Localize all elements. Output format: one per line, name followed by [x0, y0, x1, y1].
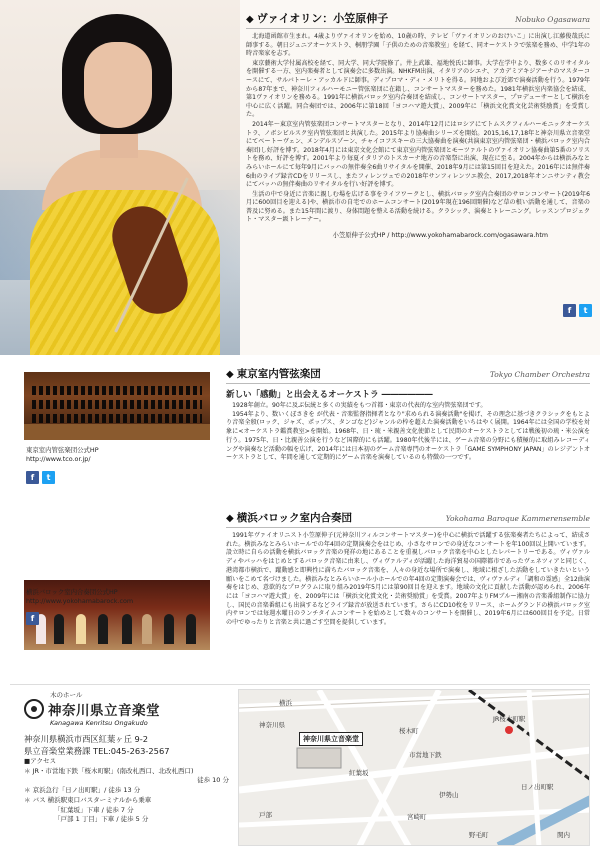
access-title: ■アクセス [24, 757, 56, 765]
section-title: ヴァイオリン：小笠原伸子 [256, 12, 389, 25]
facebook-icon[interactable]: f [26, 612, 39, 625]
map-label: 関内 [557, 831, 570, 839]
map-label: 神奈川県 [259, 721, 285, 729]
body-paragraph: 1928年創立。90年に及ぶ伝統と多くの実績をもつ首都・東京の代表的な室内管弦楽団です。 [232, 402, 487, 409]
yokohama-baroque-caption [26, 588, 133, 606]
station-icon [505, 726, 513, 734]
violinist-social [563, 304, 592, 317]
diamond-icon: ◆ [226, 513, 234, 524]
map-label: 伊勢山 [439, 791, 459, 799]
tokyo-chamber-caption [26, 446, 99, 464]
map-label: 横浜 [279, 699, 292, 707]
yokohama-baroque-section [226, 510, 590, 628]
map-label: 日ノ出町駅 [521, 783, 554, 791]
hp-url[interactable]: http://www.tco.or.jp/ [26, 455, 91, 463]
body-paragraph: 1954年より、数いくぼさきを が代表・音楽監督指揮者となり"求められる演奏活動"を掲げ、その理念に基づきクラシックをもとより音楽全般(ロック、ジャズ、ポップス、タンゴなど)ジャンルの枠を超えた演奏活動をいちはやく展開。1964年には全国の学校を対象に<オーケストラ鑑賞教室>を開始。1968年、日・琉・米親善文化使節として民間のオーケストラとしては戦後初の琉・米公演を行う。1975年、日・比親善公演を行うなど国際的にも活躍。1980年代後半には、ゲーム音楽の分野にも積極的に取組みレコーディングや演奏など活動の幅を広げ、2014年には日本初のゲーム音楽専門のオーケストラ「GAME SYMPHONY JAPAN」のレジデントオーケストラとして、年間を通して定期的にゲーム音楽を演奏しているのも特徴の一つです。 [226, 410, 590, 462]
facebook-icon[interactable]: f [563, 304, 576, 317]
map-label: 桜木町 [399, 727, 419, 735]
tokyo-social [26, 471, 55, 484]
bio-paragraph: 生活の中で身近に音楽に親しむ場を広げる事をライフワークとし、横浜バロック室内合奏団のサロンコンサート(2019年6月に600回目を迎える)や、横浜市の自宅でのホームコンサート(2019年現在196回開催)など草の根い活動を通して、音楽の普及に努める。また15年間に渡り、身体問題を整える活動を続ける。クラシック、演奏とトレーニング。レッスンプロジェクト・マスター級トレーナー。 [246, 190, 590, 224]
yokohama-header [226, 510, 590, 528]
address-line: 神奈川県横浜市西区紅葉ヶ丘 9-2 [24, 734, 149, 744]
tokyo-chamber-section [226, 366, 590, 463]
signature: Yokohama Baroque Kammerensemble [445, 514, 590, 523]
access-line: ＊ JR・市営地下鉄「桜木町駅」(南改札西口、北改札西口) [24, 766, 194, 775]
diamond-icon: ◆ [246, 14, 254, 25]
body-paragraph: 1991年ヴァイオリニスト小笠原伸子(元神奈川フィルコンサートマスター)を中心に横浜で活躍する弦楽奏者たちによって、結成された。横浜みなとみらいホールでの年4回の定期演奏会をはじめ、小さなサロンでの身近なコンサートを年100回以上開いています。設立時に自らの活動を横浜バロック音楽の発祥の地にあることを重視しバロック音楽を中心としたレパートリーである。ヴィヴァルディやバッハをはじめとするバロック音楽に由来し、ヴィヴァルディが活躍した海洋貿易の国際都市であったヴェネツィアと同じく、港湾都市横浜で、躍動感と即興性に満ちたバロック音楽を、人々の身近な場所で演奏し、地域に根ざした活動をしていきたいという願いをこめて名づけました。横浜みなとみらいホール小ホールでの年4回の定期演奏会では、ヴィヴァルディ「調和の霊感」全12曲演奏をはじめ、意欲的なプログラムに取り組み2019年5月には第90回目を迎えます。地域の文化に貢献した活動が認められ、2006年には「ヨコハマ遊大賞」を、2009年には「横浜文化賞文化・芸術奨励賞」を受賞。2007年よりFMブルー湘南の音楽番組制作に協力し、国民の音楽番組にも出演するなどライブ録音が放送されています。さらにCD10枚をリリース、ホームグランドの横浜バロック室内サロンでは毎週水曜日のランチタイムコンサートを始めとして数々のコンサートを開催し、2019年6月には600回目を予定。日常の中でゆったりと音楽と共に過ごす空間を提供しています。 [226, 532, 590, 627]
map-label: 紅葉坂 [349, 769, 369, 777]
divider [10, 684, 590, 685]
access-line: ＊ バス 横浜駅東口バスターミナルから乗車 [24, 795, 152, 804]
access-line: ＊ 京浜急行「日ノ出町駅」/ 徒歩 13 分 [24, 786, 141, 795]
map-label: 宮崎町 [407, 813, 427, 821]
hp-url[interactable]: http://www.yokohamabarock.com [26, 597, 134, 605]
tokyo-header [226, 366, 590, 384]
hall-logo-icon [24, 699, 44, 719]
twitter-icon[interactable]: t [579, 304, 592, 317]
access-info [24, 757, 229, 825]
address-line: 県立音楽堂業務課 TEL:045-263-2567 [24, 746, 170, 756]
hall-info [24, 690, 234, 757]
violinist-bio [246, 10, 590, 239]
section-title: 東京室内管弦楽団 [236, 368, 321, 380]
hall-name: 神奈川県立音楽堂 [48, 703, 160, 719]
bio-paragraph: 2014年〜東京室内管弦楽団コンサートマスターとなり、2014年12月にはロシアにてトムスクフィルハーモニックオーケストラ、ノボシビルスク室内管弦楽団と共演した。2015年より協奏曲シリーズを開始。2015,16,17,18年と神奈川県立音楽堂にてベートーヴェン、メンデルスゾーン、チャイコフスキーの三大協奏曲を演奏(共演東京室内管弦楽団・横浜バロック室内合奏団)し好評を博す。2018年4月には東京文化会館にて東京室内管弦楽団とモーツァルトのヴァイオリン協奏曲第5番のソリストを務め、好評を博す。2001年より毎夏イタリアのトスカーナ地方の音楽祭に出演、現在に至る。2004年からは横浜みなとみらいホールにて毎年9月にバッハの無伴奏全6曲リサイタルを開催、2018年9月には第15回目を迎えた。2016年には無伴奏6曲のライブ録音CDをリリースし、またフィレンツェでの2018年サンフィレンツエ教会、2017,2018年オンニサンティ教会にてバッハの無伴奏曲のリサイタルを行い好評を博す。 [246, 120, 590, 189]
diamond-icon: ◆ [226, 369, 234, 380]
map-label: 戸部 [259, 811, 272, 819]
facebook-icon[interactable]: f [26, 471, 39, 484]
map-roads [239, 690, 590, 846]
bio-paragraph: 東京藝術大学付属高校を経て、同大学、同大学院修了。井上武雄、福地悦氏に師事。大学在学中より、数多くのリサイタルを開催する一方、室内楽奏者として演奏会に多数出演。NHKFM出演、イタリアのシエナ、アカデミアキジアーナのマスターコースにて、サルバトーレ・アッカルドに師事。ディプロマ・ディ・メリトを得る。同地および近郊で演奏活動を行う。1979年から87年まで、神奈川フィルハーモニー管弦楽団に在籍し、コンサートマスターを務めた。1981年横浜室内楽協会を結成、第1ヴァイオリンを務める。1991年に横浜バロック室内合奏団を結成し、コンサートマスター、プロデューサーとして横浜を中心に広く活躍。同合奏団では、2006年に第18回「ヨコハマ遊大賞」、2009年に「横浜文化賞文化芸術奨励賞」を受賞した。 [246, 59, 590, 119]
access-line: 徒歩 10 分 [197, 776, 229, 785]
hp-caption: 横浜バロック室内合奏団公式HP [26, 588, 118, 596]
signature: Tokyo Chamber Orchestra [489, 370, 590, 379]
map-hall-label: 神奈川県立音楽堂 [299, 732, 363, 746]
violinist-section [0, 0, 600, 355]
violinist-header [246, 10, 590, 29]
map-label: JR桜木町駅 [493, 715, 526, 723]
hall-logo [24, 699, 234, 719]
section-title: 横浜バロック室内合奏団 [236, 512, 352, 524]
hall-small-label: 木のホール [50, 691, 83, 699]
access-line: 「戸部 1 丁目」下車 / 徒歩 5 分 [54, 815, 149, 824]
hall-roman-name: Kanagawa Kenritsu Ongakudo [50, 719, 148, 727]
signature: Nobuko Ogasawara [515, 15, 590, 24]
map-label: 野毛町 [469, 831, 489, 839]
twitter-icon[interactable]: t [42, 471, 55, 484]
hall-address [24, 733, 234, 757]
access-line: 「紅葉坂」下車 / 徒歩 7 分 [54, 805, 134, 814]
access-map[interactable] [238, 689, 590, 846]
tokyo-chamber-photo [24, 372, 210, 440]
yokohama-social [26, 612, 39, 625]
violinist-photo [0, 0, 240, 355]
map-label: 市営地下鉄 [409, 751, 442, 759]
bio-paragraph: 北海道函館市生まれ。4歳よりヴァイオリンを始め、10歳の時、テレビ「ヴァイオリンのおけいこ」に出演し江藤俊哉氏に師事する。朝日ジュニアオーケストラ、桐朋学園「子供のための音楽教室」を経て、同オーケストラで弦楽を務め、中学1年の時音楽家を志す。 [246, 33, 590, 58]
hp-caption: 東京室内管弦楽団公式HP [26, 446, 99, 454]
lead-text: 新しい「感動」と出会えるオーケストラ ―――――― [226, 390, 433, 400]
violinist-homepage-link[interactable]: 小笠原伸子公式HP / http://www.yokohamabarock.com/ogasawara.htm [332, 232, 548, 240]
